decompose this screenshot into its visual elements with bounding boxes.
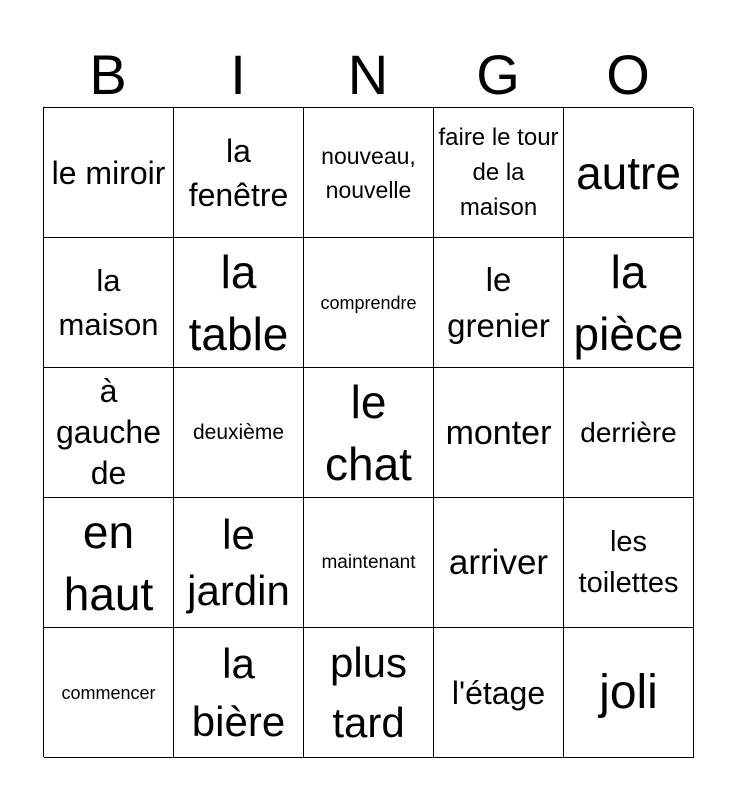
cell-label: à gauche de xyxy=(56,373,161,491)
cell-label: nouveau, nouvelle xyxy=(321,142,416,203)
cell-label: la maison xyxy=(58,262,159,342)
cell-label: maintenant xyxy=(321,551,416,573)
bingo-cell[interactable] xyxy=(44,628,174,758)
bingo-board xyxy=(43,107,693,757)
cell-label: les toilettes xyxy=(578,525,679,599)
cell-label: le jardin xyxy=(187,510,290,614)
bingo-cell[interactable] xyxy=(44,498,174,628)
cell-label: comprendre xyxy=(320,292,417,313)
bingo-cell[interactable] xyxy=(434,238,564,368)
cell-label: monter xyxy=(445,413,552,452)
bingo-cell[interactable] xyxy=(434,498,564,628)
cell-label: le chat xyxy=(325,375,412,490)
bingo-cell[interactable] xyxy=(564,628,694,758)
bingo-cell[interactable] xyxy=(564,498,694,628)
bingo-cell[interactable] xyxy=(304,238,434,368)
cell-label: joli xyxy=(599,665,658,719)
cell-label: deuxième xyxy=(192,421,285,444)
bingo-cell[interactable] xyxy=(434,108,564,238)
bingo-cell[interactable] xyxy=(174,628,304,758)
bingo-cell[interactable] xyxy=(174,498,304,628)
cell-label: la fenêtre xyxy=(188,132,289,213)
bingo-cell[interactable] xyxy=(564,108,694,238)
cell-label: plus tard xyxy=(329,638,408,746)
cell-label: autre xyxy=(576,146,681,199)
cell-label: la table xyxy=(188,245,289,360)
bingo-cell[interactable] xyxy=(434,368,564,498)
bingo-cell[interactable] xyxy=(304,628,434,758)
bingo-cell[interactable] xyxy=(44,238,174,368)
cell-label: commencer xyxy=(61,682,156,703)
bingo-cell[interactable] xyxy=(304,108,434,238)
bingo-cell[interactable] xyxy=(564,368,694,498)
cell-label: derrière xyxy=(580,416,677,448)
header-letter-b: B xyxy=(89,43,127,106)
cell-label: la pièce xyxy=(573,245,684,360)
bingo-cell[interactable] xyxy=(304,498,434,628)
header-letter-g: G xyxy=(476,43,520,106)
bingo-cell[interactable] xyxy=(44,368,174,498)
bingo-cell[interactable] xyxy=(564,238,694,368)
bingo-cell[interactable] xyxy=(174,238,304,368)
cell-label: faire le tour de la maison xyxy=(438,124,559,221)
bingo-cell[interactable] xyxy=(434,628,564,758)
header-letter-n: N xyxy=(347,43,389,106)
cell-label: la bière xyxy=(191,639,286,745)
bingo-cell[interactable] xyxy=(174,108,304,238)
cell-label: le grenier xyxy=(447,260,550,344)
header-letter-o: O xyxy=(606,43,650,106)
bingo-cell[interactable] xyxy=(304,368,434,498)
bingo-header xyxy=(43,45,693,105)
cell-label: en haut xyxy=(63,505,154,620)
cell-label: arriver xyxy=(448,542,549,582)
cell-label: le miroir xyxy=(51,154,166,191)
bingo-cell[interactable] xyxy=(174,368,304,498)
bingo-cell[interactable] xyxy=(44,108,174,238)
cell-label: l'étage xyxy=(451,674,546,711)
header-letter-i: I xyxy=(230,43,246,106)
